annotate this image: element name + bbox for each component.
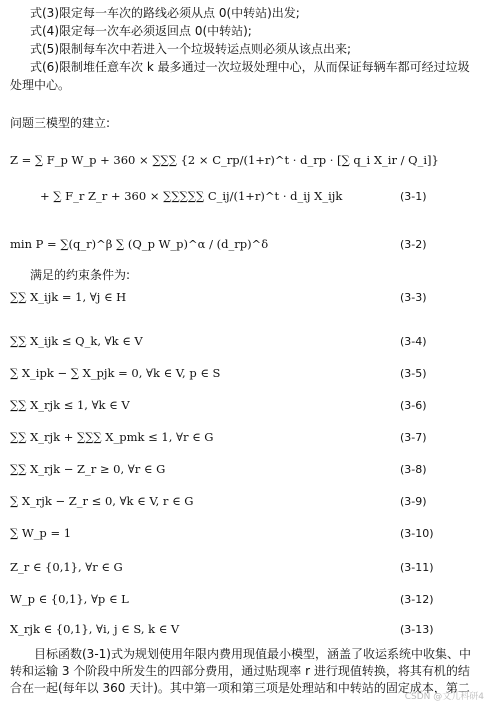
constraint-expression: ∑∑ X_rjk ≤ 1, ∀k ∈ V	[10, 398, 130, 412]
constraint-expression: X_rjk ∈ {0,1}, ∀i, j ∈ S, k ∈ V	[10, 622, 180, 636]
constraint-expression: W_p ∈ {0,1}, ∀p ∈ L	[10, 592, 129, 606]
constraint-expression: ∑∑ X_ijk = 1, ∀j ∈ H	[10, 290, 127, 304]
equation-number: (3-1)	[400, 189, 427, 203]
constraint-row	[10, 588, 480, 610]
section-heading: 问题三模型的建立:	[10, 116, 111, 130]
constraint-number: (3-13)	[400, 622, 434, 636]
intro-line-5: 处理中心。	[10, 78, 71, 92]
constraint-expression: ∑∑ X_rjk − Z_r ≥ 0, ∀r ∈ G	[10, 462, 166, 476]
constraint-expression: Z_r ∈ {0,1}, ∀r ∈ G	[10, 560, 123, 574]
constraint-expression: ∑ X_rjk − Z_r ≤ 0, ∀k ∈ V, r ∈ G	[10, 494, 194, 508]
constraints-label: 满足的约束条件为:	[30, 268, 131, 282]
constraint-row	[10, 394, 480, 416]
intro-line-2: 式(4)限定每一次车必须返回点 0(中转站);	[30, 24, 252, 38]
constraint-expression: ∑∑ X_ijk ≤ Q_k, ∀k ∈ V	[10, 334, 143, 348]
constraint-number: (3-8)	[400, 462, 427, 476]
constraint-row	[10, 426, 480, 448]
constraint-row	[10, 490, 480, 512]
intro-line-1: 式(3)限定每一车次的路线必须从点 0(中转站)出发;	[30, 6, 300, 20]
equation-minimize	[10, 222, 480, 266]
constraint-row	[10, 330, 480, 352]
equation-expression: min P = ∑(q_r)^β ∑ (Q_p W_p)^α / (d_rp)^δ	[10, 237, 269, 251]
constraint-number: (3-5)	[400, 366, 427, 380]
constraint-number: (3-6)	[400, 398, 427, 412]
constraint-row	[10, 618, 480, 640]
constraint-expression: ∑ W_p = 1	[10, 526, 72, 540]
constraint-row	[10, 556, 480, 578]
intro-line-4: 式(6)限制堆任意车次 k 最多通过一次垃圾处理中心，从而保证每辆车都可经过垃圾	[30, 60, 470, 74]
equation-objective-part-b	[10, 176, 480, 216]
constraint-number: (3-12)	[400, 592, 434, 606]
equation-expression: Z = ∑ F_p W_p + 360 × ∑∑∑ {2 × C_rp/(1+r)^t · d_rp · [∑ q_i X_ir / Q_i]}	[10, 153, 439, 167]
constraint-number: (3-11)	[400, 560, 434, 574]
watermark: CSDN @文儿科研4	[404, 692, 484, 702]
constraint-row	[10, 286, 480, 308]
constraint-number: (3-10)	[400, 526, 434, 540]
equation-number: (3-2)	[400, 237, 427, 251]
constraint-number: (3-9)	[400, 494, 427, 508]
equation-expression: + ∑ F_r Z_r + 360 × ∑∑∑∑∑ C_ij/(1+r)^t · d_ij X_ijk	[40, 189, 343, 203]
closing-paragraph: 目标函数(3-1)式为规划使用年限内费用现值最小模型，涵盖了收运系统中收集、中转和运输 3 个阶段中所发生的四部分费用，通过贴现率 r 进行现值转换，将其有机的结合在一起(每年以 360 天计)。其中第一项和第三项是处理站和中转站的固定成本，第二	[10, 647, 471, 695]
constraint-expression: ∑∑ X_rjk + ∑∑∑ X_pmk ≤ 1, ∀r ∈ G	[10, 430, 214, 444]
constraint-number: (3-3)	[400, 290, 427, 304]
constraint-row	[10, 362, 480, 384]
constraint-expression: ∑ X_ipk − ∑ X_pjk = 0, ∀k ∈ V, p ∈ S	[10, 366, 221, 380]
constraint-row	[10, 458, 480, 480]
constraint-number: (3-4)	[400, 334, 427, 348]
constraint-number: (3-7)	[400, 430, 427, 444]
constraint-row	[10, 522, 480, 544]
intro-line-3: 式(5)限制每车次中若进入一个垃圾转运点则必须从该点出来;	[30, 42, 352, 56]
